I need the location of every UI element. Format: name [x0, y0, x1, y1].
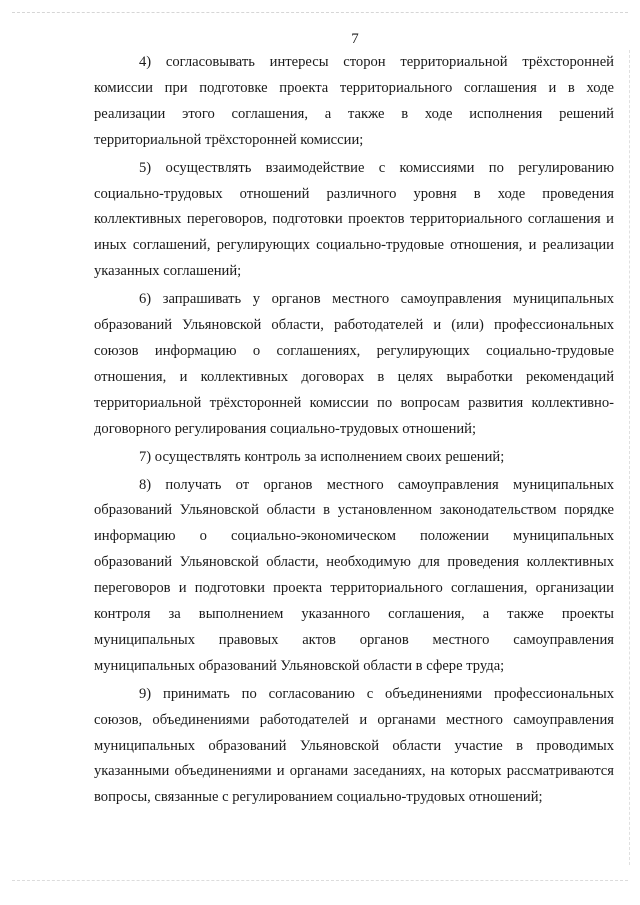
scan-edge-top — [12, 12, 628, 13]
paragraph-item-5: 5) осуществлять взаимодействие с комиссиями по регулированию социально-трудовых отношений различного уровня в ходе проведения коллективных переговоров, подготовки проектов территориального соглашения и иных соглашений, регулирующих социально-трудовые отношения, и реализации указанных соглашений; — [94, 159, 614, 280]
paragraph-item-8: 8) получать от органов местного самоуправления муниципальных образований Ульяновской области в установленном законодательством порядке информацию о социально-экономическом положении муниципальных образований Ульяновской области, необходимую для проведения коллективных переговоров и подготовки проекта территориального соглашения, организации контроля за выполнением указанного соглашения, а также проекты муниципальных правовых актов органов местного самоуправления муниципальных образований Ульяновской области в сфере труда; — [94, 476, 614, 674]
scan-edge-right — [629, 50, 630, 865]
paragraph-item-6: 6) запрашивать у органов местного самоуправления муниципальных образований Ульяновской области, работодателей и (или) профессиональных союзов информацию о соглашениях, регулирующих социально-трудовые отношения, и коллективных договорах в целях выработки рекомендаций территориальной трёхсторонней комиссии по вопросам развития коллективно-договорного регулирования социально-трудовых отношений; — [94, 291, 614, 437]
scan-edge-bottom — [12, 880, 628, 881]
page-number: 7 — [351, 31, 359, 47]
document-body — [94, 50, 614, 811]
paragraph-item-9: 9) принимать по согласованию с объединениями профессиональных союзов, объединениями работодателей и органами местного самоуправления муниципальных образований Ульяновской области участие в проводимых указанными объединениями и органами заседаниях, на которых рассматриваются вопросы, связанные с регулированием социально-трудовых отношений; — [94, 685, 614, 806]
paragraph-item-7: 7) осуществлять контроль за исполнением своих решений; — [139, 448, 505, 465]
paragraph-item-4: 4) согласовывать интересы сторон территориальной трёхсторонней комиссии при подготовке проекта территориального соглашения и в ходе реализации этого соглашения, а также в ходе исполнения решений территориальной трёхсторонней комиссии; — [94, 54, 614, 148]
